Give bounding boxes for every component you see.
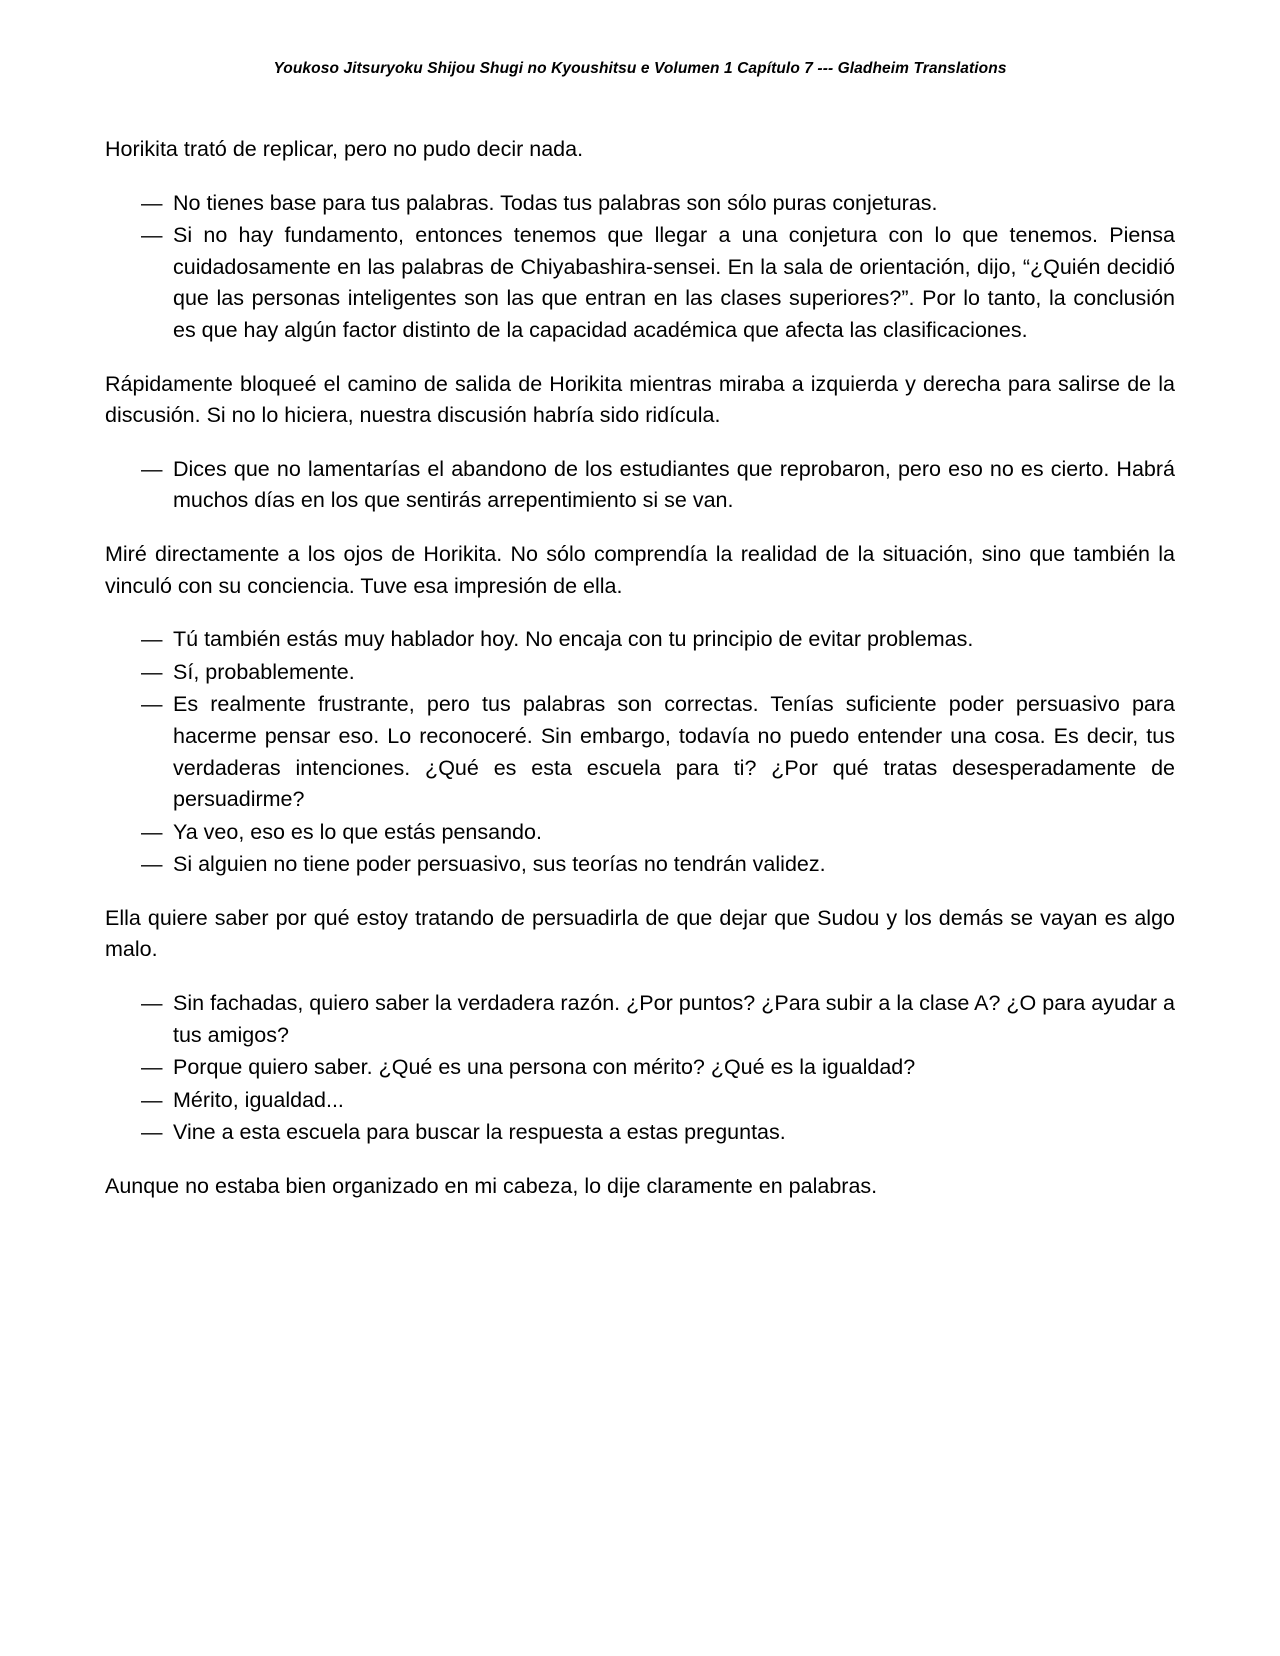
dialogue-dash-icon: — xyxy=(141,1120,163,1145)
dialogue-line xyxy=(141,689,1175,815)
dialogue-dash-icon: — xyxy=(141,627,163,652)
dialogue-text: Si alguien no tiene poder persuasivo, sus teorías no tendrán validez. xyxy=(173,852,826,877)
dialogue-line xyxy=(141,817,1175,849)
paragraph: Rápidamente bloqueé el camino de salida de Horikita mientras miraba a izquierda y derecha para salirse de la discusión. Si no lo hiciera, nuestra discusión habría sido ridícula. xyxy=(105,371,1175,428)
dialogue-line xyxy=(141,849,1175,881)
dialogue-dash-icon: — xyxy=(141,1055,163,1080)
dialogue-line xyxy=(141,657,1175,689)
dialogue-dash-icon: — xyxy=(141,991,163,1016)
document-body xyxy=(105,134,1175,1203)
dialogue-dash-icon: — xyxy=(141,659,163,684)
dialogue-line xyxy=(141,220,1175,346)
dialogue-line xyxy=(141,1085,1175,1117)
dialogue-line xyxy=(141,454,1175,517)
paragraph: Miré directamente a los ojos de Horikita. No sólo comprendía la realidad de la situación, sino que también la vinculó con su conciencia. Tuve esa impresión de ella. xyxy=(105,541,1175,598)
dialogue-dash-icon: — xyxy=(141,456,163,481)
dialogue-dash-icon: — xyxy=(141,692,163,717)
dialogue-dash-icon: — xyxy=(141,819,163,844)
dialogue-text: Es realmente frustrante, pero tus palabras son correctas. Tenías suficiente poder persuasivo para hacerme pensar eso. Lo reconoceré. Sin embargo, todavía no puedo entender una cosa. Es decir, tus verdaderas intenciones. ¿Qué es esta escuela para ti? ¿Por qué tratas desesperadamente de persuadirme? xyxy=(173,692,1175,812)
dialogue-text: Sí, probablemente. xyxy=(173,659,355,684)
dialogue-text: Ya veo, eso es lo que estás pensando. xyxy=(173,819,542,844)
paragraph: Aunque no estaba bien organizado en mi cabeza, lo dije claramente en palabras. xyxy=(105,1174,878,1199)
dialogue-block xyxy=(105,988,1175,1149)
dialogue-text: Dices que no lamentarías el abandono de los estudiantes que reprobaron, pero eso no es cierto. Habrá muchos días en los que sentirás arrepentimiento si se van. xyxy=(173,456,1175,513)
dialogue-text: Porque quiero saber. ¿Qué es una persona con mérito? ¿Qué es la igualdad? xyxy=(173,1055,916,1080)
page-header: Youkoso Jitsuryoku Shijou Shugi no Kyoushitsu e Volumen 1 Capítulo 7 --- Gladheim Translations xyxy=(273,60,1007,77)
paragraph: Horikita trató de replicar, pero no pudo decir nada. xyxy=(105,137,584,161)
dialogue-dash-icon: — xyxy=(141,223,163,248)
dialogue-line xyxy=(141,1117,1175,1149)
dialogue-dash-icon: — xyxy=(141,190,163,215)
dialogue-text: Vine a esta escuela para buscar la respuesta a estas preguntas. xyxy=(173,1120,786,1145)
dialogue-line xyxy=(141,988,1175,1051)
dialogue-dash-icon: — xyxy=(141,1087,163,1112)
dialogue-dash-icon: — xyxy=(141,852,163,877)
dialogue-text: No tienes base para tus palabras. Todas tus palabras son sólo puras conjeturas. xyxy=(173,190,938,215)
dialogue-block xyxy=(105,624,1175,881)
dialogue-text: Tú también estás muy hablador hoy. No encaja con tu principio de evitar problemas. xyxy=(173,627,974,652)
dialogue-text: Mérito, igualdad... xyxy=(173,1087,344,1112)
dialogue-line xyxy=(141,1052,1175,1084)
dialogue-line xyxy=(141,188,1175,220)
dialogue-block xyxy=(105,454,1175,517)
paragraph: Ella quiere saber por qué estoy tratando de persuadirla de que dejar que Sudou y los demás se vayan es algo malo. xyxy=(105,905,1175,962)
dialogue-text: Si no hay fundamento, entonces tenemos que llegar a una conjetura con lo que tenemos. Piensa cuidadosamente en las palabras de Chiyabashira-sensei. En la sala de orientación, dijo, “¿Quién decidió que las personas inteligentes son las que entran en las clases superiores?”. Por lo tanto, la conclusión es que hay algún factor distinto de la capacidad académica que afecta las clasificaciones. xyxy=(173,223,1175,342)
dialogue-text: Sin fachadas, quiero saber la verdadera razón. ¿Por puntos? ¿Para subir a la clase A? ¿O para ayudar a tus amigos? xyxy=(173,991,1175,1047)
dialogue-line xyxy=(141,624,1175,656)
dialogue-block xyxy=(105,188,1175,347)
